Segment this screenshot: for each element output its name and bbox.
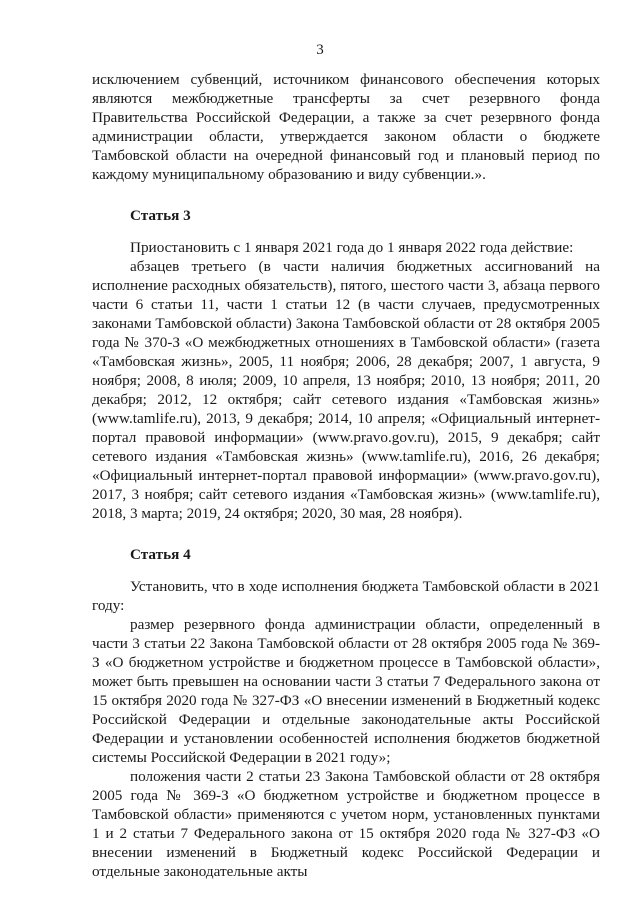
article-4-paragraph-2: размер резервного фонда администрации области, определенный в части 3 статьи 22 Закона Тамбовской области от 28 октября 2005 года № 369-З «О бюджетном устройстве и бюджетном процессе в Тамбовской области», может быть превышен на основании части 3 статьи 7 Федерального закона от 15 октября 2020 года № 327-ФЗ «О внесении изменений в Бюджетный кодекс Российской Федерации и отдельные законодательные акты Российской Федерации и установлении особенностей исполнения бюджетов бюджетной системы Российской Федерации в 2021 году»;: [92, 616, 600, 766]
article-4-heading: Статья 4: [130, 546, 191, 563]
article-4-paragraph-3: положения части 2 статьи 23 Закона Тамбовской области от 28 октября 2005 года № 369-З «О бюджетном устройстве и бюджетном процессе в Тамбовской области» применяются с учетом норм, установленных пунктами 1 и 2 статьи 7 Федерального закона от 15 октября 2020 года № 327-ФЗ «О внесении изменений в Бюджетный кодекс Российской Федерации и отдельные законодательные акты: [92, 768, 600, 880]
article-3-paragraph-1: Приостановить с 1 января 2021 года до 1 января 2022 года действие:: [130, 239, 574, 256]
article-3-heading: Статья 3: [130, 207, 191, 224]
page-number: 3: [316, 42, 324, 58]
article-3-paragraph-2: абзацев третьего (в части наличия бюджетных ассигнований на исполнение расходных обязательств), пятого, шестого части 3, абзаца первого части 6 статьи 11, части 1 статьи 12 (в части случаев, предусмотренных законами Тамбовской области) Закона Тамбовской области от 28 октября 2005 года № 370-З «О межбюджетных отношениях в Тамбовской области» (газета «Тамбовская жизнь», 2005, 11 ноября; 2006, 28 декабря; 2007, 1 августа, 9 ноября; 2008, 8 июля; 2009, 10 апреля, 13 ноября; 2010, 13 ноября; 2011, 20 декабря; 2012, 12 октября; сайт сетевого издания «Тамбовская жизнь» (www.tamlife.ru), 2013, 9 декабря; 2014, 10 апреля; «Официальный интернет-портал правовой информации» (www.pravo.gov.ru), 2015, 9 декабря; сайт сетевого издания «Тамбовская жизнь» (www.tamlife.ru), 2016, 26 декабря; «Официальный интернет-портал правовой информации» (www.pravo.gov.ru), 2017, 3 ноября; сайт сетевого издания «Тамбовская жизнь» (www.tamlife.ru), 2018, 3 марта; 2019, 24 октября; 2020, 30 мая, 28 ноября).: [92, 258, 600, 522]
article-4-paragraph-1: Установить, что в ходе исполнения бюджета Тамбовской области в 2021 году:: [92, 578, 600, 614]
paragraph-continuation: исключением субвенций, источником финансового обеспечения которых являются межбюджетные трансферты за счет резервного фонда Правительства Российской Федерации, а также за счет резервного фонда администрации области, утверждается законом области о бюджете Тамбовской области на очередной финансовый год и плановый период по каждому муниципальному образованию и виду субвенции.».: [92, 71, 600, 183]
document-body: [92, 70, 600, 881]
